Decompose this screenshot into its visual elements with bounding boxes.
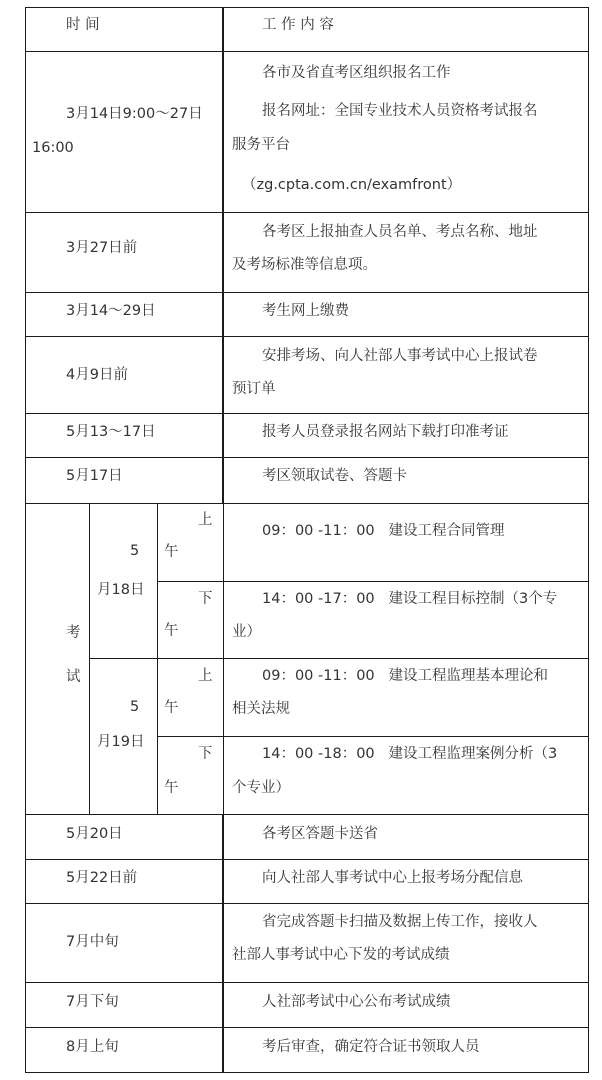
exam-session-content bbox=[223, 736, 589, 815]
time-value: 7月中旬 bbox=[66, 934, 119, 950]
content-line: 14：00 -18：00 建设工程监理案例分析（3 bbox=[262, 746, 558, 762]
exam-period-cell bbox=[157, 581, 224, 659]
exam-period-char: 下 bbox=[198, 746, 213, 762]
header-time bbox=[25, 7, 223, 52]
content-line: 报名网址：全国专业技术人员资格考试报名 bbox=[262, 103, 538, 119]
exam-period-cell bbox=[157, 503, 224, 582]
exam-session-content bbox=[223, 581, 589, 659]
content-line: 个专业） bbox=[232, 780, 290, 796]
content-line: 业） bbox=[232, 624, 261, 640]
content-line: 各考区答题卡送省 bbox=[262, 826, 378, 842]
exam-period-cell bbox=[157, 658, 224, 737]
time-value-cont: 16:00 bbox=[32, 140, 74, 156]
table-row-time bbox=[25, 212, 223, 293]
header-time-label: 时 间 bbox=[66, 17, 100, 33]
exam-period-char: 午 bbox=[164, 623, 179, 639]
content-line: 各市及省直考区组织报名工作 bbox=[262, 65, 451, 81]
time-value: 4月9日前 bbox=[66, 367, 128, 383]
time-value: 5月17日 bbox=[66, 468, 123, 484]
exam-period-char: 下 bbox=[198, 591, 213, 607]
exam-period-char: 上 bbox=[198, 512, 213, 528]
content-line: 报考人员登录报名网站下载打印准考证 bbox=[262, 424, 509, 440]
table-row-time bbox=[25, 1027, 223, 1073]
table-row-content bbox=[223, 982, 589, 1028]
table-row-time bbox=[25, 292, 223, 337]
table-row-time bbox=[25, 859, 223, 904]
header-content bbox=[223, 7, 589, 52]
table-row-content bbox=[223, 413, 589, 458]
table-row-content bbox=[223, 903, 589, 983]
table-row-content bbox=[223, 212, 589, 293]
time-value: 8月上旬 bbox=[66, 1039, 119, 1055]
time-value: 3月14日9:00～27日 bbox=[66, 106, 203, 122]
exam-day-rest: 月19日 bbox=[97, 734, 145, 750]
exam-day-num: 5 bbox=[130, 543, 140, 559]
exam-day-cell bbox=[89, 503, 158, 659]
table-row-content bbox=[223, 336, 589, 414]
exam-day-num: 5 bbox=[130, 699, 140, 715]
exam-session-content bbox=[223, 503, 589, 582]
content-line: 考区领取试卷、答题卡 bbox=[262, 468, 407, 484]
table-row-content bbox=[223, 1027, 589, 1073]
table-row-content bbox=[223, 457, 589, 504]
table-row-time bbox=[25, 814, 223, 860]
table-row-content bbox=[223, 51, 589, 213]
table-row-time bbox=[25, 413, 223, 458]
table-row-time bbox=[25, 457, 223, 504]
exam-session-content bbox=[223, 658, 589, 737]
content-line: 人社部考试中心公布考试成绩 bbox=[262, 994, 451, 1010]
exam-period-char: 午 bbox=[164, 700, 179, 716]
table-row-content bbox=[223, 859, 589, 904]
content-link-url: （zg.cpta.com.cn/examfront） bbox=[242, 177, 462, 193]
content-line: 各考区上报抽查人员名单、考点名称、地址 bbox=[262, 224, 538, 240]
table-row-content bbox=[223, 292, 589, 337]
content-line: 09：00 -11：00 建设工程监理基本理论和 bbox=[262, 668, 548, 684]
table-row-time bbox=[25, 336, 223, 414]
time-value: 3月14～29日 bbox=[66, 303, 156, 319]
content-line: 服务平台 bbox=[232, 137, 290, 153]
exam-label-char: 试 bbox=[66, 669, 81, 685]
time-value: 5月13～17日 bbox=[66, 424, 156, 440]
exam-period-char: 午 bbox=[164, 780, 179, 796]
header-content-label: 工 作 内 容 bbox=[262, 17, 334, 33]
exam-label-char: 考 bbox=[66, 625, 81, 641]
table-row-time bbox=[25, 982, 223, 1028]
content-line: 相关法规 bbox=[232, 701, 290, 717]
content-line: 社部人事考试中心下发的考试成绩 bbox=[232, 947, 450, 963]
content-line: 省完成答题卡扫描及数据上传工作，接收人 bbox=[262, 914, 538, 930]
time-value: 5月22日前 bbox=[66, 870, 138, 886]
time-value: 3月27日前 bbox=[66, 240, 138, 256]
exam-label-cell bbox=[25, 503, 90, 815]
content-line: 考生网上缴费 bbox=[262, 303, 349, 319]
exam-period-char: 上 bbox=[198, 668, 213, 684]
content-line: 考后审查，确定符合证书领取人员 bbox=[262, 1039, 480, 1055]
content-line: 预订单 bbox=[232, 381, 276, 397]
table-row-time bbox=[25, 903, 223, 983]
time-value: 7月下旬 bbox=[66, 994, 119, 1010]
content-line: 向人社部人事考试中心上报考场分配信息 bbox=[262, 870, 523, 886]
exam-day-cell bbox=[89, 658, 158, 815]
exam-schedule-table bbox=[25, 7, 589, 1073]
content-line: 14：00 -17：00 建设工程目标控制（3个专 bbox=[262, 591, 558, 607]
content-line: 安排考场、向人社部人事考试中心上报试卷 bbox=[262, 348, 538, 364]
exam-period-char: 午 bbox=[164, 544, 179, 560]
exam-period-cell bbox=[157, 736, 224, 815]
table-row-time bbox=[25, 51, 223, 213]
exam-day-rest: 月18日 bbox=[97, 582, 145, 598]
time-value: 5月20日 bbox=[66, 826, 123, 842]
table-row-content bbox=[223, 814, 589, 860]
content-line: 及考场标准等信息项。 bbox=[232, 257, 377, 273]
content-line: 09：00 -11：00 建设工程合同管理 bbox=[262, 523, 505, 539]
